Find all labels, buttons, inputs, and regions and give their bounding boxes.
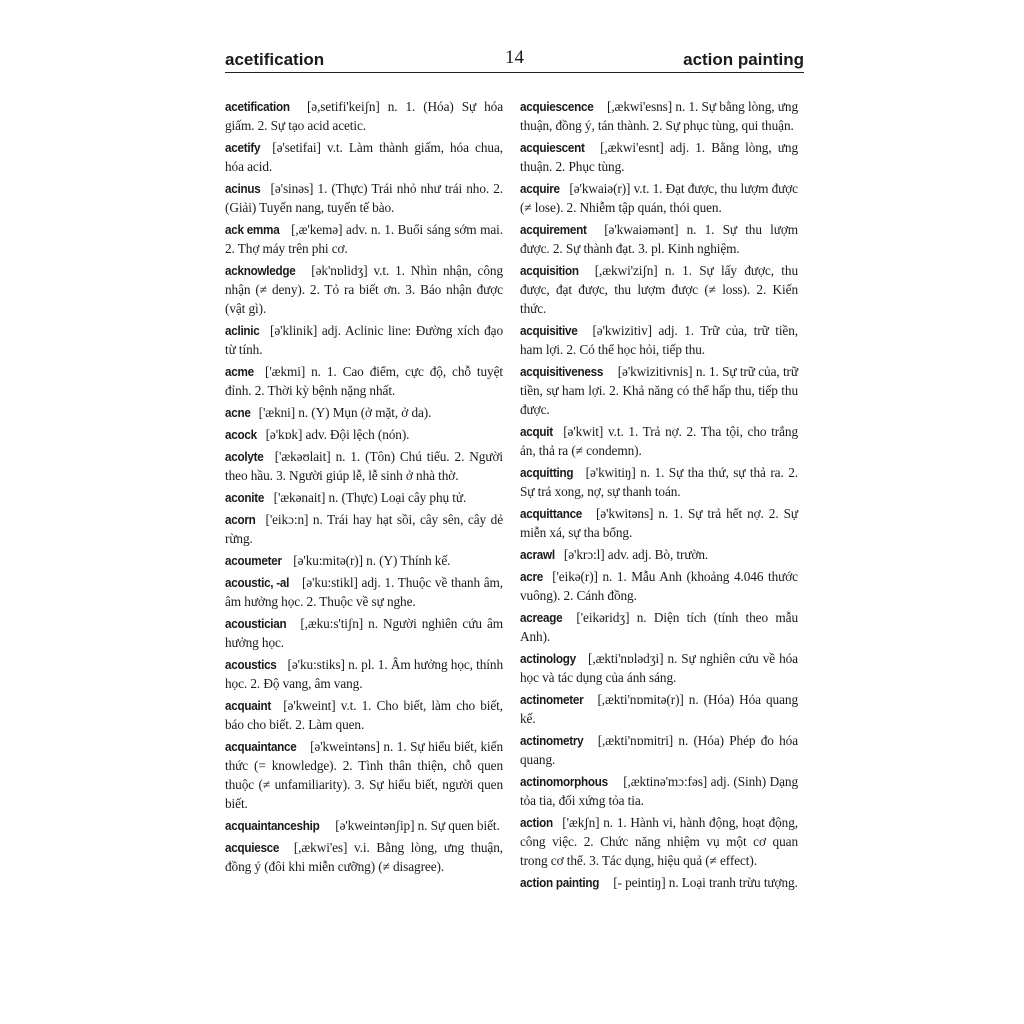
dictionary-entry [225, 573, 503, 611]
entry-headword: actinology [520, 651, 576, 666]
entry-headword: acquaintanceship [225, 818, 320, 833]
entry-headword: acquiescence [520, 99, 594, 114]
entry-definition: [,æku:s'tiʃn] n. Người nghiên cứu âm hưởng học. [225, 616, 503, 650]
entry-headword: acne [225, 405, 251, 420]
entry-headword: acquisitive [520, 323, 578, 338]
entry-headword: aclinic [225, 323, 260, 338]
entry-definition: [,ækwi'es] v.i. Bằng lòng, ưng thuận, đồng ý (đôi khi miễn cưỡng) (≠ disagree). [225, 840, 503, 874]
entry-definition: [ə'kwaiə(r)] v.t. 1. Đạt được, thu lượm được (≠ lose). 2. Nhiễm tập quán, thói quen. [520, 181, 798, 215]
entry-definition: [,æ'kemə] adv. n. 1. Buổi sáng sớm mai. 2. Thợ máy trên phi cơ. [225, 222, 503, 256]
entry-headword: acreage [520, 610, 563, 625]
right-guide-word: action painting [683, 50, 804, 69]
entry-definition: ['ækni] n. (Y) Mụn (ở mặt, ở da). [258, 405, 432, 420]
entry-headword: action painting [520, 875, 600, 890]
entry-headword: acme [225, 364, 254, 379]
dictionary-entry [225, 737, 503, 813]
entry-definition: ['eikəridʒ] n. Diện tích (tính theo mẫu Anh). [520, 610, 798, 644]
entry-headword: acoumeter [225, 553, 282, 568]
left-guide-word: acetification [225, 50, 325, 69]
entry-definition: ['ækmi] n. 1. Cao điểm, cực độ, chỗ tuyệt đỉnh. 2. Thời kỳ bệnh nặng nhất. [225, 364, 503, 398]
dictionary-entry [520, 463, 798, 501]
entry-definition: [,æktinə'mɔ:fəs] adj. (Sinh) Dạng tỏa tia, đối xứng tỏa tia. [520, 774, 798, 808]
entry-definition: [ə'klinik] adj. Aclinic line: Đường xích đạo từ tính. [225, 323, 504, 357]
entry-headword: acrawl [520, 547, 555, 562]
entry-definition: [ə'kweintəns] n. 1. Sự hiểu biết, kiến thức (= knowledge). 2. Tình thân thiện, chỗ quen thuộc (≠ unfamiliarity). 3. Sự hiểu biết, người quen biết. [225, 739, 503, 811]
dictionary-entry [225, 816, 503, 835]
entry-definition: [ə'kwit] v.t. 1. Trả nợ. 2. Tha tội, cho trắng án, thả ra (≠ condemn). [520, 424, 798, 458]
entry-definition: [ə'sinəs] 1. (Thực) Trái nhỏ như trái nho. 2. (Giải) Tuyến nang, tuyến tế bào. [225, 181, 503, 215]
entry-headword: acquire [520, 181, 560, 196]
dictionary-entry [225, 362, 503, 400]
entry-definition: [ə'kwitəns] n. 1. Sự trả hết nợ. 2. Sự miễn xá, sự tha bổng. [520, 506, 798, 540]
dictionary-entry [520, 731, 798, 769]
dictionary-entry [520, 873, 798, 892]
dictionary-entry [520, 567, 798, 605]
entry-definition: ['eikɔ:n] n. Trái hay hạt sồi, cây sên, cây dẻ rừng. [225, 512, 503, 546]
entry-definition: [,ækti'nɒlədʒi] n. Sự nghiên cứu về hóa học và tác dụng của ánh sáng. [520, 651, 798, 685]
entry-headword: acetification [225, 99, 290, 114]
dictionary-entry [225, 447, 503, 485]
entry-headword: acorn [225, 512, 256, 527]
entry-headword: acetify [225, 140, 261, 155]
dictionary-entry [225, 838, 503, 876]
entry-definition: ['eikə(r)] n. 1. Mẫu Anh (khoảng 4.046 thước vuông). 2. Cánh đồng. [520, 569, 798, 603]
entry-definition: [ə'krɔ:l] adv. adj. Bò, trườn. [563, 547, 709, 562]
dictionary-entry [520, 97, 798, 135]
entry-headword: action [520, 815, 553, 830]
entry-definition: ['ækəʊlait] n. 1. (Tôn) Chú tiểu. 2. Người theo hầu. 3. Người giúp lễ, lễ sinh ở nhà thờ. [225, 449, 503, 483]
entry-definition: [ə'kweintənʃip] n. Sự quen biết. [335, 818, 500, 833]
dictionary-entry [520, 690, 798, 728]
dictionary-entry [520, 138, 798, 176]
entry-headword: acquittance [520, 506, 583, 521]
entry-definition: ['ækənait] n. (Thực) Loại cây phụ tử. [273, 490, 467, 505]
entry-definition: [ə'ku:stiks] n. pl. 1. Âm hưởng học, thính học. 2. Độ vang, âm vang. [225, 657, 503, 691]
entry-definition: [,ækti'nɒmitri] n. (Hóa) Phép đo hóa quang. [520, 733, 799, 767]
entry-definition: [ə'ku:mitə(r)] n. (Y) Thính kế. [293, 553, 451, 568]
entry-headword: acquaintance [225, 739, 297, 754]
dictionary-entry [520, 261, 798, 318]
dictionary-entry [520, 362, 798, 419]
dictionary-entry [225, 425, 503, 444]
dictionary-entry [225, 97, 503, 135]
dictionary-entry [520, 220, 798, 258]
entry-definition: [ə'kweint] v.t. 1. Cho biết, làm cho biết, báo cho biết. 2. Làm quen. [225, 698, 504, 732]
entry-headword: actinometry [520, 733, 584, 748]
running-head [225, 44, 804, 73]
entry-headword: aconite [225, 490, 265, 505]
entry-definition: ['ækʃn] n. 1. Hành vi, hành động, hoạt động, công việc. 2. Chức năng nhiệm vụ một cơ quan trong cơ thể. 3. Tác dụng, hiệu quả (≠ effect). [520, 815, 798, 868]
dictionary-entry [225, 179, 503, 217]
right-column [520, 97, 798, 895]
entry-headword: acquiesce [225, 840, 280, 855]
dictionary-entry [520, 504, 798, 542]
entry-headword: actinometer [520, 692, 584, 707]
page-number: 14 [505, 47, 524, 68]
dictionary-entry [225, 488, 503, 507]
dictionary-entry [225, 510, 503, 548]
dictionary-entry [225, 261, 503, 318]
dictionary-entry [520, 772, 798, 810]
dictionary-entry [225, 403, 503, 422]
dictionary-entry [520, 179, 798, 217]
entry-headword: acre [520, 569, 544, 584]
entry-headword: acquisitiveness [520, 364, 604, 379]
entry-headword: acolyte [225, 449, 264, 464]
entry-headword: acquiescent [520, 140, 585, 155]
entry-definition: [ə'kwitiŋ] n. 1. Sự tha thứ, sự thả ra. 2. Sự trả xong, nợ, sự thanh toán. [520, 465, 798, 499]
dictionary-entry [225, 696, 503, 734]
dictionary-entry [520, 321, 798, 359]
entry-definition: [ək'nɒlidʒ] v.t. 1. Nhìn nhận, công nhận (≠ deny). 2. Tỏ ra biết ơn. 3. Báo nhận được (vật gì). [225, 263, 503, 316]
entry-headword: acoustician [225, 616, 287, 631]
entry-definition: [ə'kwizitiv] adj. 1. Trữ của, trữ tiền, ham lợi. 2. Có thể học hỏi, tiếp thu. [520, 323, 798, 357]
entry-headword: acquirement [520, 222, 587, 237]
entry-headword: ack emma [225, 222, 280, 237]
entry-headword: acquisition [520, 263, 579, 278]
entry-definition: [ə,setifi'keiʃn] n. 1. (Hóa) Sự hóa giấm. 2. Sự tạo acid acetic. [225, 99, 503, 133]
entry-headword: acinus [225, 181, 261, 196]
dictionary-entry [225, 220, 503, 258]
entry-definition: [- peintiŋ] n. Loại tranh trừu tượng. [613, 875, 798, 890]
entry-headword: actinomorphous [520, 774, 608, 789]
dictionary-entry [225, 655, 503, 693]
entry-definition: [ə'kwizitivnis] n. 1. Sự trữ của, trữ tiền, sự ham lợi. 2. Khả năng có thể hấp thu, tiếp thu được. [520, 364, 798, 417]
dictionary-entry [520, 649, 798, 687]
entry-definition: [ə'setifai] v.t. Làm thành giấm, hóa chua, hóa acid. [225, 140, 503, 174]
entry-definition: [,ækti'nɒmitə(r)] n. (Hóa) Hóa quang kế. [520, 692, 799, 726]
entry-definition: [ə'kwaiəmənt] n. 1. Sự thu lượm được. 2. Sự thành đạt. 3. pl. Kinh nghiệm. [520, 222, 798, 256]
entry-headword: acock [225, 427, 257, 442]
entry-definition: [ə'ku:stikl] adj. 1. Thuộc về thanh âm, âm hưởng học. 2. Thuộc về sự nghe. [225, 575, 503, 609]
left-column [225, 97, 503, 879]
dictionary-entry [520, 422, 798, 460]
entry-headword: acoustics [225, 657, 277, 672]
dictionary-entry [225, 551, 503, 570]
dictionary-entry [225, 614, 503, 652]
dictionary-entry [225, 138, 503, 176]
entry-headword: acquit [520, 424, 553, 439]
entry-definition: [,ækwi'esnt] adj. 1. Bằng lòng, ưng thuận. 2. Phục tùng. [520, 140, 798, 174]
entry-headword: acoustic, -al [225, 575, 290, 590]
entry-definition: [,ækwi'ziʃn] n. 1. Sự lấy được, thu được, đạt được, thu lượm được (≠ loss). 2. Kiến thức. [520, 263, 798, 316]
entry-headword: acquitting [520, 465, 574, 480]
dictionary-entry [225, 321, 503, 359]
entry-definition: [ə'kɒk] adv. Đội lệch (nón). [265, 427, 410, 442]
dictionary-entry [520, 608, 798, 646]
entry-definition: [,ækwi'esns] n. 1. Sự bằng lòng, ưng thuận, đồng ý, tán thành. 2. Sự phục tùng, qui thuận. [520, 99, 798, 133]
dictionary-entry [520, 545, 798, 564]
entry-headword: acquaint [225, 698, 271, 713]
entry-headword: acknowledge [225, 263, 296, 278]
dictionary-entry [520, 813, 798, 870]
